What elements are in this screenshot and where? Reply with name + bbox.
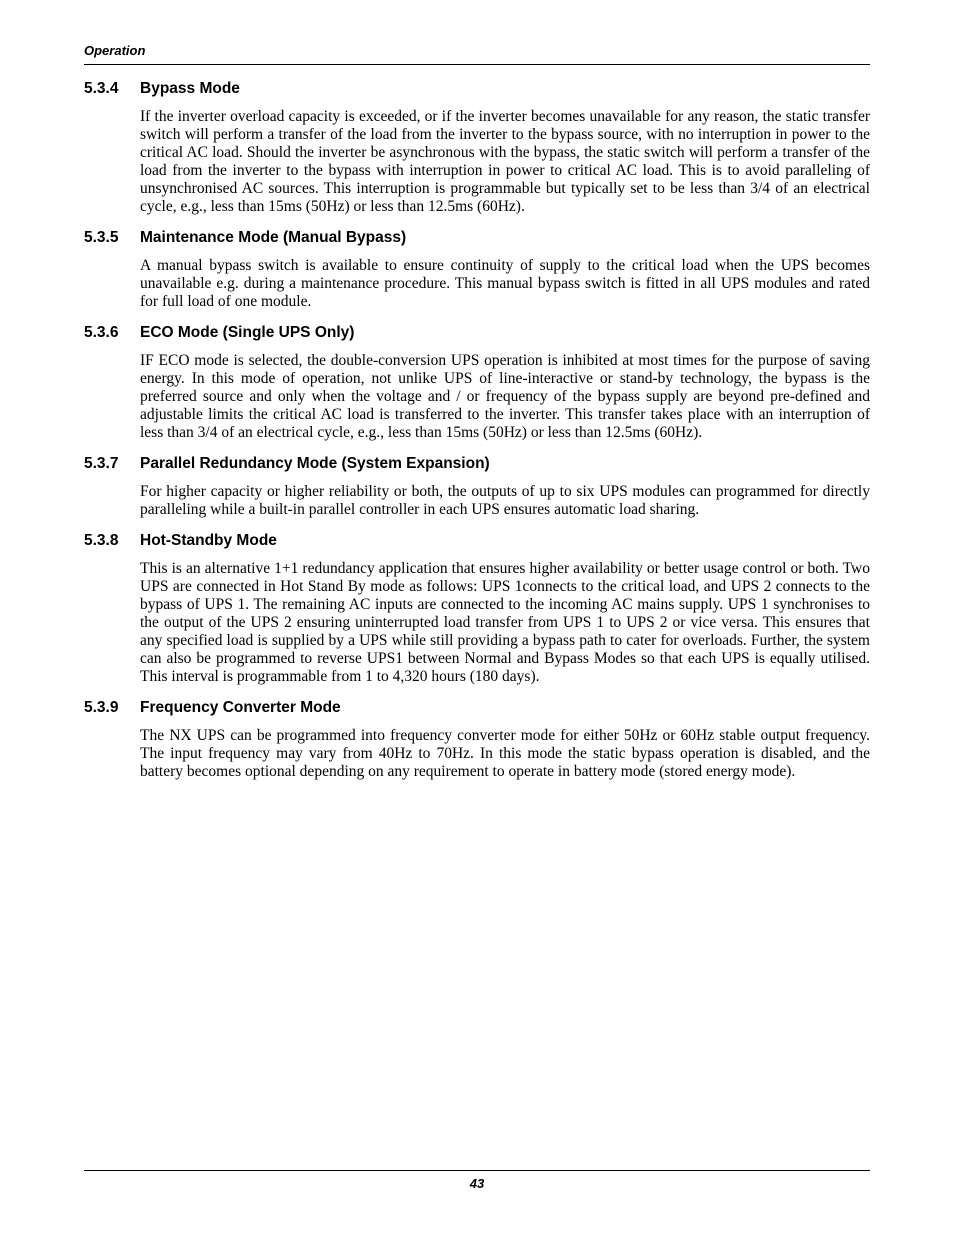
section-body: For higher capacity or higher reliability or both, the outputs of up to six UPS modules can programmed for directly paralleling while a built-in parallel controller in each UPS ensures automatic load sharing. [140,483,870,518]
header-rule [84,64,870,65]
section-body: IF ECO mode is selected, the double-conversion UPS operation is inhibited at most times for the purpose of saving energy. In this mode of operation, not unlike UPS of line-interactive or stand-by technology, the bypass is the preferred source and only when the voltage and / or frequency of the bypass supply are beyond pre-defined and adjustable limits the critical AC load is transferred to the inverter. This transfer takes place with an interruption of less than 3/4 of an electrical cycle, e.g., less than 15ms (50Hz) or less than 12.5ms (60Hz). [140,352,870,441]
section-number: 5.3.9 [84,699,119,716]
section-title: Bypass Mode [140,80,240,97]
section-heading [84,323,870,343]
running-header: Operation [84,43,146,58]
page-content [84,79,870,793]
section-body: The NX UPS can be programmed into frequency converter mode for either 50Hz or 60Hz stable output frequency. The input frequency may vary from 40Hz to 70Hz. In this mode the static bypass operation is disabled, and the battery becomes optional depending on any requirement to operate in battery mode (stored energy mode). [140,727,870,780]
section-number: 5.3.8 [84,532,119,549]
section-body: A manual bypass switch is available to ensure continuity of supply to the critical load when the UPS becomes unavailable e.g. during a maintenance procedure. This manual bypass switch is fitted in all UPS modules and rated for full load of one module. [140,257,870,310]
section-body: This is an alternative 1+1 redundancy application that ensures higher availability or better usage control or both. Two UPS are connected in Hot Stand By mode as follows: UPS 1connects to the critical load, and UPS 2 connects to the bypass of UPS 1. The remaining AC inputs are connected to the incoming AC mains supply. UPS 1 synchronises to the output of the UPS 2 ensuring uninterrupted load transfer from UPS 1 to UPS 2 or vice versa. This ensures that any specified load is supplied by a UPS while still providing a bypass path to cater for overloads. Further, the system can also be programmed to reverse UPS1 between Normal and Bypass Modes so that each UPS is equally utilised. This interval is programmable from 1 to 4,320 hours (180 days). [140,560,870,685]
section-number: 5.3.7 [84,455,119,472]
section-title: Parallel Redundancy Mode (System Expansion) [140,455,490,472]
section-eco-mode [84,323,870,442]
section-title: ECO Mode (Single UPS Only) [140,324,355,341]
footer-rule [84,1170,870,1171]
section-title: Hot-Standby Mode [140,532,277,549]
section-hot-standby-mode [84,531,870,686]
section-maintenance-mode [84,228,870,311]
section-title: Frequency Converter Mode [140,699,341,716]
section-title: Maintenance Mode (Manual Bypass) [140,229,407,246]
section-frequency-converter-mode [84,698,870,781]
section-bypass-mode [84,79,870,216]
section-parallel-redundancy-mode [84,454,870,519]
section-heading [84,531,870,551]
section-body: If the inverter overload capacity is exceeded, or if the inverter becomes unavailable for any reason, the static transfer switch will perform a transfer of the load from the inverter to the bypass source, with no interruption in power to the critical AC load. Should the inverter be asynchronous with the bypass, the static switch will perform a transfer of the load from the inverter to the bypass with interruption in power to critical AC load. This is to avoid paralleling of unsynchronised AC sources. This interruption is programmable but typically set to be less than 3/4 of an electrical cycle, e.g., less than 15ms (50Hz) or less than 12.5ms (60Hz). [140,108,870,215]
section-number: 5.3.4 [84,80,119,97]
section-heading [84,79,870,99]
section-heading [84,228,870,248]
page-number: 43 [469,1176,485,1191]
section-heading [84,698,870,718]
section-number: 5.3.6 [84,324,119,341]
section-number: 5.3.5 [84,229,119,246]
section-heading [84,454,870,474]
